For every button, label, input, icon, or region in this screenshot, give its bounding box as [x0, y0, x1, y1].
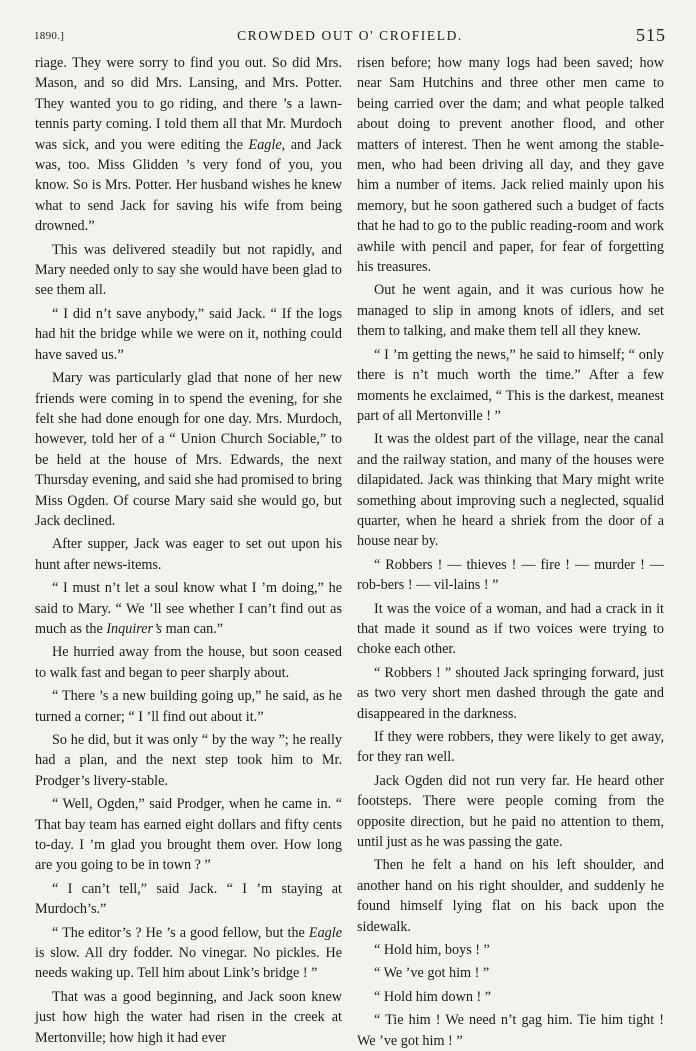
paragraph: “ Hold him down ! ”: [374, 988, 492, 1005]
right-text-column: [357, 53, 664, 1051]
paragraph: So he did, but it was only “ by the way ”; he really had a plan, and the next step took him to Mr. Prodger’s livery-stable.: [35, 732, 342, 789]
paragraph: He hurried away from the house, but soon ceased to walk fast and began to peer sharply about.: [35, 644, 342, 681]
paragraph: “ Robbers ! — thieves ! — fire ! — murder ! — rob-bers ! — vil-lains ! ”: [357, 556, 664, 594]
paragraph: “ I can’t tell,” said Jack. “ I ’m staying at Murdoch’s.”: [35, 880, 342, 918]
paragraph: Then he felt a hand on his left shoulder, and another hand on his right shoulder, and suddenly he found himself lying flat on his back upon the sidewalk.: [357, 857, 664, 935]
header-year: 1890.]: [34, 30, 65, 42]
paragraph: Mary was particularly glad that none of her new friends were coming in to spend the evening, for she felt she had done enough for one day. Mrs. Murdoch, however, told her of a “ Union Church Sociable,” to be held at the house of Mrs. Edwards, the next Thursday evening, and said she had promised to bring Miss Ogden. Of course Mary said she would go, but Jack declined.: [35, 370, 342, 529]
paragraph: Out he went again, and it was curious how he managed to slip in among knots of idlers, and set them to talking, and make them tell all they knew.: [357, 282, 664, 340]
running-header: [34, 26, 666, 50]
paragraph: “ There ’s a new building going up,” he said, as he turned a corner; “ I ’ll find out about it.”: [35, 688, 342, 725]
paragraph: It was the oldest part of the village, near the canal and the railway station, and many of the houses were dilapidated. Jack was thinking that Mary might write something about improving such a neglected, squalid quarter, when he heard a shriek from the door of a house near by.: [357, 431, 664, 550]
page-number: 515: [636, 25, 666, 45]
paragraph: “ I must n’t let a soul know what I ’m doing,” he said to Mary. “ We ’ll see whether I can’t find out as much as the Inquirer’s man can.”: [35, 580, 342, 637]
paragraph: It was the voice of a woman, and had a crack in it that made it sound as if two voices were trying to choke each other.: [357, 600, 664, 658]
paragraph: “ I did n’t save anybody,” said Jack. “ If the logs had hit the bridge while we were on it, nothing could have saved us.”: [35, 305, 342, 363]
header-title: CROWDED OUT O' CROFIELD.: [237, 28, 463, 43]
paragraph: “ I ’m getting the news,” he said to himself; “ only there is n’t much worth the time.” After a few moments he exclaimed, “ This is the darkest, meanest part of all Mertonville ! ”: [357, 346, 664, 424]
paragraph: “ The editor’s ? He ’s a good fellow, but the Eagle is slow. All dry fodder. No vinegar. No pickles. He needs waking up. Tell him about Link’s bridge ! ”: [35, 924, 342, 982]
paragraph: That was a good beginning, and Jack soon knew just how high the water had risen in the creek at Mertonville; how high it had ever: [35, 988, 342, 1046]
paragraph: If they were robbers, they were likely to get away, for they ran well.: [357, 729, 664, 766]
paragraph: “ We ’ve got him ! ”: [374, 965, 490, 982]
paragraph: “ Robbers ! ” shouted Jack springing forward, just as two very short men dashed through the gate and disappeared in the darkness.: [357, 664, 664, 722]
paragraph: “ Hold him, boys ! ”: [374, 942, 490, 959]
left-text-column: [35, 53, 342, 1048]
paragraph: This was delivered steadily but not rapidly, and Mary needed only to say she would have been glad to see them all.: [35, 241, 342, 299]
paragraph: Jack Ogden did not run very far. He heard other footsteps. There were people coming from the opposite direction, but he paid no attention to them, until just as he was passing the gate.: [357, 772, 664, 851]
paragraph: After supper, Jack was eager to set out upon his hunt after news-items.: [35, 536, 342, 573]
paragraph: risen before; how many logs had been saved; how near Sam Hutchins and three other men came to being carried over the dam; and what people talked about doing to prevent another flood, and other matters of interest. Then he went among the stable-men, who had been driving all day, and they gave him a number of items. Jack relied mainly upon his memory, but he soon gathered such a budget of facts that he had to go to the public reading-room and work awhile with pencil and paper, for fear of forgetting his treasures.: [357, 55, 664, 276]
paragraph: “ Well, Ogden,” said Prodger, when he came in. “ That bay team has earned eight dollars and fifty cents to-day. I ’m glad you brought them over. How long are you going to be in town ? ”: [35, 796, 342, 874]
paragraph: “ Tie him ! We need n’t gag him. Tie him tight ! We ’ve got him ! ”: [357, 1012, 664, 1049]
paragraph: riage. They were sorry to find you out. So did Mrs. Mason, and so did Mrs. Lansing, and Mrs. Potter. They wanted you to go riding, and there ’s a lawn-tennis party coming. I told them all that Mr. Murdoch was sick, and you were editing the Eagle, and Jack was, too. Miss Glidden ’s very fond of you, you know. So is Mrs. Potter. Her husband wishes he knew what to send Jack for saving his wife from being drowned.”: [35, 55, 343, 235]
